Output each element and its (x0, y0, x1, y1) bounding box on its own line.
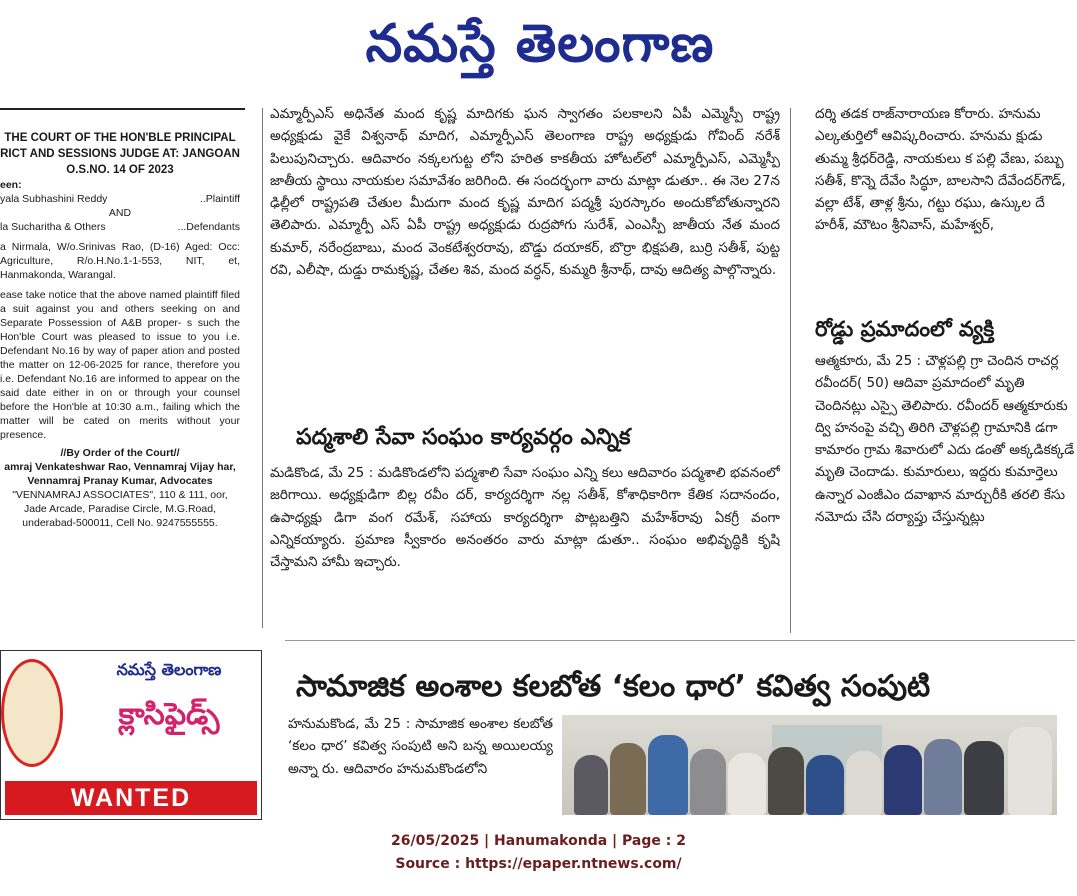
article-mrps-text: ఎమ్మార్పీఎస్ అధినేత మంద కృష్ణ మాదిగకు ఘన స్వాగతం పలకాలని ఏపీ ఎమ్మెస్పీ రాష్ట్ర అధ్యక్షుడు వైకే విశ్వనాథ్ మాదిగ, ఎమ్మార్పీఎస్ తెలంగాణ రాష్ట్ర అధ్యక్షుడు గోవింద్ నరేశ్ పిలుపునిచ్చారు. ఆదివారం నక్కలగుట్ట లోని హరిత కాకతీయ హోటల్‌లో ఎమ్మార్పీఎస్, ఎమ్మెస్పీ జాతీయ స్థాయి నాయకుల సమావేశం జరిగింది. ఈ సందర్భంగా వారు మాట్లా డుతూ.. ఈ నెల 27న ఢిల్లీలో రాష్ట్రపతి చేతుల మీదుగా మంద కృష్ణ మాదిగ పద్మశ్రీ పురస్కారం అందుకోబోతున్నారని తెలిపారు. ఎమ్మార్పీ ఎస్ ఏపీ రాష్ట్ర అధ్యక్షుడు రుద్రపోగు సురేశ్, ఎంఎస్పీ జాతీయ నేత మంద కుమార్, నరేంద్రబాబు, మంద వెంకటేశ్వరరావు, బొడ్డు దయాకర్, బొర్రా భిక్షపతి, బుర్రి సతీశ్, పుట్ట రవి, ఎలీషా, దుడ్డు రామకృష్ణ, చేతల శివ, మంద వర్ధన్, కుమ్మరి శ్రీనాథ్, దావు ఆదిత్య పాల్గొన్నారు. (270, 106, 780, 279)
order-line: //By Order of the Court// (60, 447, 180, 459)
person-figure (574, 755, 608, 815)
column-rule-right (790, 108, 791, 633)
court-notice (0, 130, 240, 620)
plaintiff-name: yala Subhashini Reddy (0, 193, 108, 205)
person-figure (648, 735, 688, 815)
person-figure (806, 755, 844, 815)
newspaper-title: నమస్తే తెలంగాణ (365, 13, 715, 74)
plaintiff-row (0, 192, 240, 206)
notice-body: ease take notice that the above named plaintiff filed a suit against you and others seeking on and Separate Possession of A&B proper- s such the Hon'ble Court was pleased to issue to you i.e. Defendant No.16 by way of paper ation and posted the matter on 12-06-2025 for rance, therefore you i.e. Defendant No.16 are informed to appear on the said date either in on or through your counsel before the Hon'ble at 10:30 a.m., failing which the matter will be cated on merits without your presence. (0, 289, 240, 441)
article-accident-headline: రోడ్డు ప్రమాదంలో వ్యక్తి (815, 317, 995, 341)
article-padmashali-headline: పద్మశాలి సేవా సంఘం కార్యవర్గం ఎన్నిక (296, 425, 631, 450)
person-figure (610, 743, 646, 815)
column-rule-left (262, 108, 263, 628)
article-kalam-text: హనుమకొండ, మే 25 : సామాజిక అంశాల కలబోత ‘కలం ధార’ కవిత్వ సంపుటి అని బన్న అయిలయ్య అన్నా రు. ఆదివారం హనుమకొండలోని (288, 716, 553, 777)
person-figure (884, 745, 922, 815)
classified-brand: నమస్తే తెలంగాణ (116, 660, 222, 679)
article-right-top-text: దర్శి తడక రాజ్‌నారాయణ కోరారు. హనుమ ఎల్కతుర్తిలో ఆవిష్కరించారు. హనుమ క్షుడు తుమ్మ శ్రీధర్‌రెడ్డి, నాయకులు క పల్లి వేణు, పబ్బు సతీశ్, కొన్నె దేవేం సిద్ధూ, బాలసాని దేవేందర్‌గౌడ్, వల్లా టేశ్, తాళ్ల శ్రీను, గట్టు రఘు, ఉస్కుల దే హరీశ్, మౌటం శ్రీనివాస్, మహేశ్వర్, (815, 106, 1066, 234)
person-figure (924, 739, 962, 815)
court-heading-1: THE COURT OF THE HON'BLE PRINCIPAL (4, 132, 236, 144)
wanted-banner: WANTED (5, 781, 257, 815)
article-accident-text: ఆత్మకూరు, మే 25 : చౌళ్లపల్లి గ్రా చెందిన రాచర్ల రవీందర్( 50) ఆదివా ప్రమాదంలో మృతి చెందినట్లు ఎస్సై తెలిపారు. రవీందర్ ఆత్మకూరుకు ద్వి హనంపై వచ్చి తిరిగి చౌళ్లపల్లి గ్రామానికి డగా కామారం గ్రామ శివారులో ఎదు డంతో అక్కడికక్కడే మృతి చెందాడు. కుమారులు, ఇద్దరు కుమార్తెలు ఉన్నార ఎంజీఎం దవాఖాన మార్చురీకి తరలి కేసు నమోదు చేసి దర్యాప్తు చేస్తున్నట్లు (815, 353, 1075, 526)
article-kalam-headline: సామాజిక అంశాల కలబోత ‘కలం ధార’ కవిత్వ సంపుటి (296, 669, 931, 704)
person-figure (768, 747, 804, 815)
book-release-photo (562, 715, 1057, 815)
person-figure (728, 753, 766, 815)
classified-title: క్లాసిఫైడ్స్ (118, 697, 220, 732)
advocates: amraj Venkateshwar Rao, Vennamraj Vijay har, Vennamraj Pranay Kumar, Advocates (4, 461, 236, 487)
footer-source-line: Source : https://epaper.ntnews.com/ (395, 856, 682, 872)
case-number: O.S.NO. 14 OF 2023 (66, 164, 174, 176)
defendant-name: la Sucharitha & Others (0, 221, 106, 233)
person-figure (964, 741, 1004, 815)
person-figure (690, 749, 726, 815)
plaintiff-role: ..Plaintiff (199, 193, 240, 205)
section-rule (285, 640, 1075, 641)
goddess-emblem-icon (1, 659, 63, 767)
footer-date-line: 26/05/2025 | Hanumakonda | Page : 2 (391, 833, 686, 849)
defendant-row (0, 220, 240, 234)
advocates-address: "VENNAMRAJ ASSOCIATES", 110 & 111, oor, Jade Arcade, Paradise Circle, M.G.Road, underabad-500011, Cell No. 9247555555. (12, 489, 228, 529)
and-word: AND (108, 207, 132, 219)
defendant-role: ...Defendants (177, 221, 240, 233)
person-figure (1008, 727, 1052, 815)
masthead (0, 0, 1077, 95)
addressee: a Nirmala, W/o.Srinivas Rao, (D-16) Aged: Occ: Agriculture, R/o.H.No.1-1-553, NIT, et, Hanmakonda, Warangal. (0, 241, 240, 281)
court-heading-2: RICT AND SESSIONS JUDGE AT: JANGOAN (0, 148, 240, 160)
classified-ad (0, 650, 262, 820)
article-padmashali-text: మడికొండ, మే 25 : మడికొండలోని పద్మశాలి సేవా సంఘం ఎన్ని కలు ఆదివారం పద్మశాలి భవనంలో జరిగాయి. అధ్యక్షుడిగా బిల్ల రవీం దర్, కార్యదర్శిగా నల్ల సతీశ్, కోశాధికారిగా కేతిక సదానందం, ఉపాధ్యక్షు డిగా వంగ రమేశ్, సహాయ కార్యదర్శిగా పొట్లబత్తిని మహేశ్‌రావు ఏకగ్రీ వంగా ఎన్నికయ్యారు. ప్రమాణ స్వీకారం అనంతరం వారు మాట్లా డుతూ.. సంఘం అభివృద్ధికి కృషి చేస్తామని హామీ ఇచ్చారు. (270, 465, 780, 571)
between-label: een: (0, 179, 22, 191)
person-figure (846, 751, 882, 815)
